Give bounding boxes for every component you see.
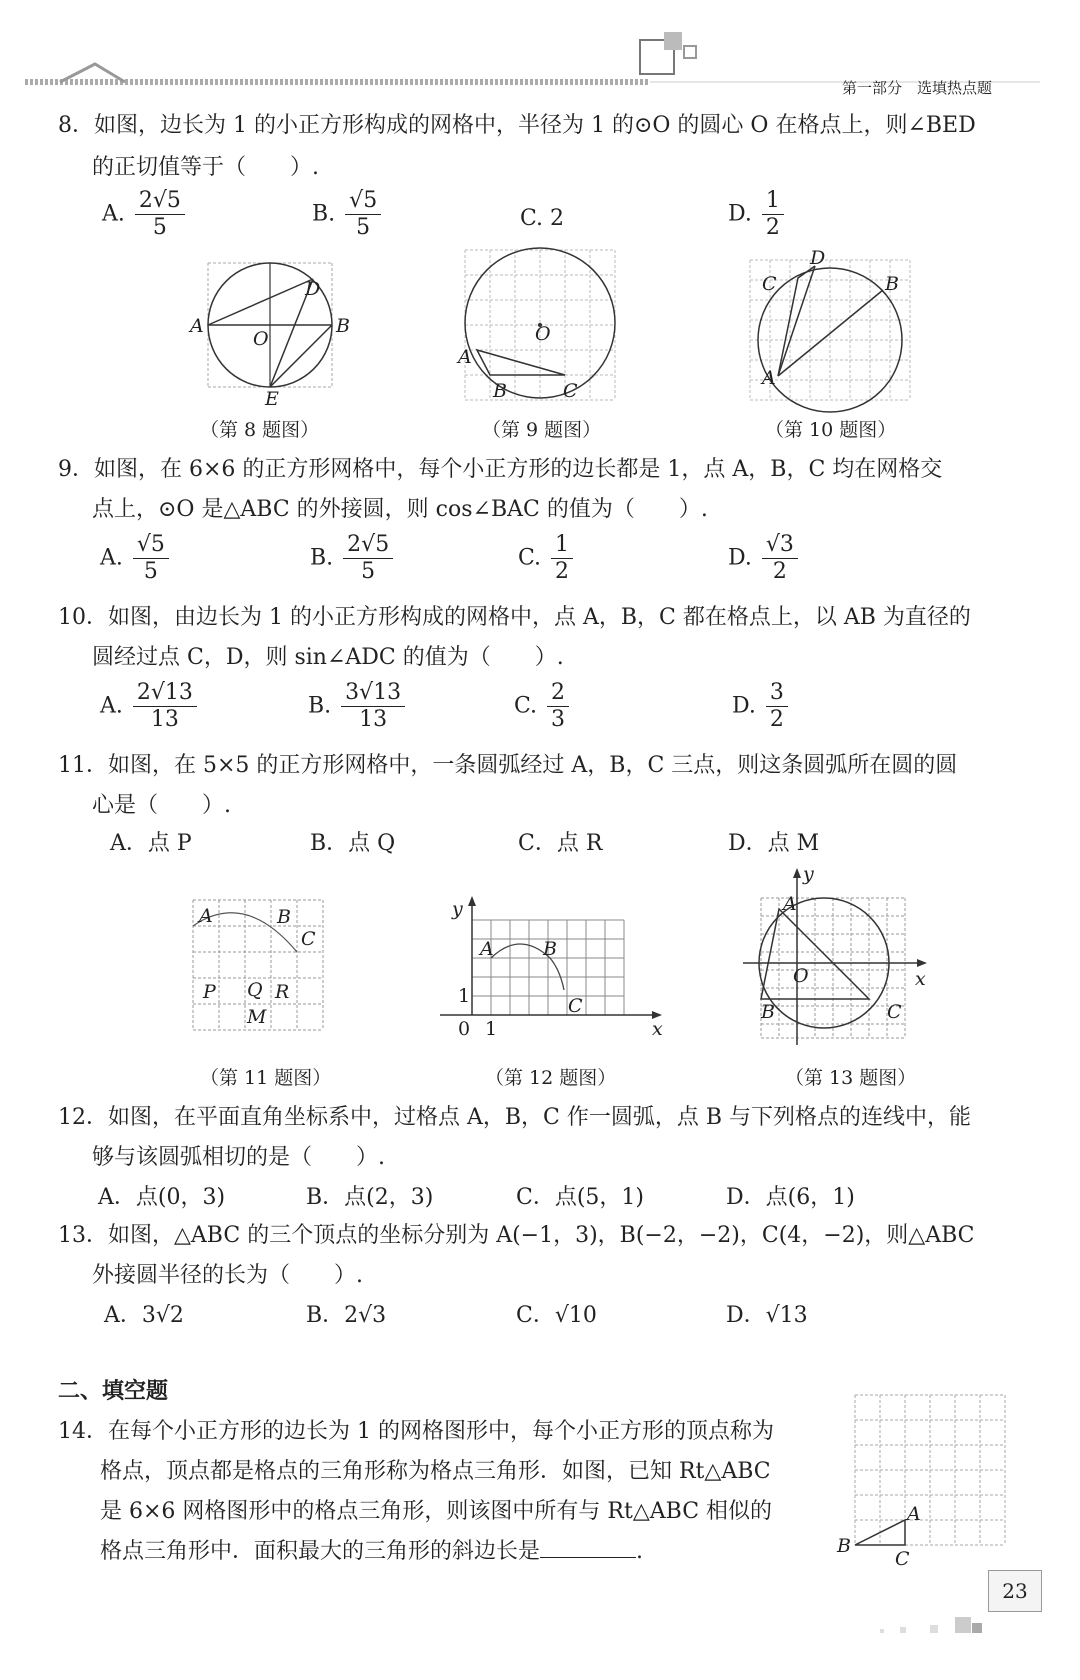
q11-option-d: D．点 M — [728, 831, 820, 856]
q8-option-b: B. $\frac{√5}{5}$ — [312, 188, 381, 241]
figure-11 — [185, 895, 335, 1035]
q8-option-a: A. $\frac{2√5}{5}$ — [102, 188, 185, 241]
q12-option-b: B．点(2，3) — [306, 1185, 434, 1210]
fig8-label-o: O — [253, 328, 269, 350]
fig11-label-p: P — [203, 981, 216, 1003]
fig13-label-a: A — [783, 893, 797, 915]
fig13-label-y: y — [803, 863, 814, 885]
footer-decoration — [860, 1615, 1040, 1655]
q13-text-line2: 外接圆半径的长为（ ）. — [92, 1263, 363, 1288]
fig12-label-c: C — [568, 995, 583, 1017]
fig11-label-q: Q — [247, 979, 263, 1001]
fig9-label-c: C — [563, 380, 578, 402]
q9-option-d: D. $\frac{√3}{2}$ — [728, 532, 798, 585]
q10-option-d: D. $\frac{3}{2}$ — [732, 680, 788, 733]
fig13-label-b: B — [761, 1001, 775, 1023]
fig8-label-b: B — [336, 315, 350, 337]
fig11-label-b: B — [277, 906, 291, 928]
fig10-label-a: A — [762, 367, 776, 389]
fig13-label-x: x — [915, 968, 926, 990]
q8-text-line1: 8．如图，边长为 1 的小正方形构成的网格中，半径为 1 的⊙O 的圆心 O 在格点上，则∠BED — [58, 113, 976, 138]
figure-10 — [740, 248, 920, 408]
fig12-label-b: B — [543, 938, 557, 960]
q13-option-c: C．√10 — [516, 1303, 597, 1328]
q8-option-d: D. $\frac{1}{2}$ — [728, 188, 784, 241]
fig12-label-x: x — [652, 1018, 663, 1040]
q12-text-line1: 12．如图，在平面直角坐标系中，过格点 A，B，C 作一圆弧，点 B 与下列格点的连线中，能 — [58, 1105, 972, 1130]
figure-8 — [185, 255, 365, 410]
section-fill-in-title: 二、填空题 — [58, 1379, 169, 1404]
fig11-label-m: M — [247, 1006, 267, 1028]
q12-text-line2: 够与该圆弧相切的是（ ）. — [92, 1145, 385, 1170]
fig11-label-c: C — [301, 928, 316, 950]
q10-text-line1: 10．如图，由边长为 1 的小正方形构成的网格中，点 A，B，C 都在格点上，以 AB 为直径的 — [58, 605, 971, 630]
page-number: 23 — [988, 1570, 1042, 1612]
fig11-label-r: R — [275, 981, 290, 1003]
q8-text-line2: 的正切值等于（ ）. — [92, 155, 319, 180]
fig9-caption: （第 9 题图） — [482, 419, 602, 441]
fig13-label-o: O — [793, 965, 809, 987]
fig12-label-y: y — [452, 898, 463, 920]
fig13-caption: （第 13 题图） — [785, 1067, 917, 1089]
fig12-caption: （第 12 题图） — [485, 1067, 617, 1089]
q10-text-line2: 圆经过点 C，D，则 sin∠ADC 的值为（ ）. — [92, 645, 564, 670]
fig11-label-a: A — [199, 905, 213, 927]
fig11-caption: （第 11 题图） — [200, 1067, 332, 1089]
fig9-label-a: A — [458, 346, 472, 368]
q10-option-b: B. $\frac{3√13}{13}$ — [308, 680, 405, 733]
q14-answer-blank[interactable] — [540, 1557, 636, 1558]
q9-option-a: A. $\frac{√5}{5}$ — [100, 532, 169, 585]
fig12-label-a: A — [480, 938, 494, 960]
fig8-label-a: A — [190, 315, 204, 337]
q13-option-d: D．√13 — [726, 1303, 808, 1328]
fig8-caption: （第 8 题图） — [200, 419, 320, 441]
figure-14 — [835, 1390, 1015, 1570]
q14-text-line4: 格点三角形中．面积最大的三角形的斜边长是 . — [100, 1539, 644, 1564]
q10-option-c: C. $\frac{2}{3}$ — [514, 680, 569, 733]
q13-option-a: A．3√2 — [104, 1303, 184, 1328]
q11-text-line2: 心是（ ）. — [92, 793, 231, 818]
q11-text-line1: 11．如图，在 5×5 的正方形网格中，一条圆弧经过 A，B，C 三点，则这条圆弧所在圆的圆 — [58, 753, 958, 778]
q12-option-c: C．点(5，1) — [516, 1185, 644, 1210]
q10-option-a: A. $\frac{2√13}{13}$ — [100, 680, 197, 733]
fig14-label-b: B — [837, 1535, 851, 1557]
fig9-label-o: O — [535, 323, 551, 345]
q14-text-line2: 格点，顶点都是格点的三角形称为格点三角形．如图，已知 Rt△ABC — [100, 1459, 771, 1484]
q12-option-a: A．点(0，3) — [98, 1185, 226, 1210]
q13-text-line1: 13．如图，△ABC 的三个顶点的坐标分别为 A(−1，3)，B(−2，−2)，C(4，−2)，则△ABC — [58, 1223, 975, 1248]
q13-option-b: B．2√3 — [306, 1303, 387, 1328]
q8-option-c: C. 2 — [520, 206, 565, 231]
fig14-label-a: A — [907, 1503, 921, 1525]
fig8-label-d: D — [305, 278, 321, 300]
fig10-label-b: B — [885, 273, 899, 295]
figure-13 — [735, 860, 935, 1050]
q9-text-line1: 9．如图，在 6×6 的正方形网格中，每个小正方形的边长都是 1，点 A，B，C 均在网格交 — [58, 457, 943, 482]
fig9-label-b: B — [493, 380, 507, 402]
q14-text-line1: 14．在每个小正方形的边长为 1 的网格图形中，每个小正方形的顶点称为 — [58, 1419, 774, 1444]
q12-option-d: D．点(6，1) — [726, 1185, 855, 1210]
figure-12 — [440, 890, 680, 1040]
q9-text-line2: 点上，⊙O 是△ABC 的外接圆，则 cos∠BAC 的值为（ ）. — [92, 497, 708, 522]
fig10-label-c: C — [762, 273, 777, 295]
fig12-label-one-y: 1 — [458, 985, 471, 1007]
header-section-title: 第一部分 选填热点题 — [842, 79, 993, 97]
fig8-label-e: E — [265, 388, 279, 410]
fig12-label-one-x: 1 — [485, 1018, 498, 1040]
fig14-label-c: C — [895, 1548, 910, 1570]
q14-text-line3: 是 6×6 网格图形中的格点三角形，则该图中所有与 Rt△ABC 相似的 — [100, 1499, 773, 1524]
fig10-caption: （第 10 题图） — [765, 419, 897, 441]
q11-option-b: B．点 Q — [310, 831, 396, 856]
q9-option-b: B. $\frac{2√5}{5}$ — [310, 532, 393, 585]
fig13-label-c: C — [887, 1001, 902, 1023]
fig12-label-zero: 0 — [458, 1018, 471, 1040]
figure-9 — [455, 245, 635, 405]
fig10-label-d: D — [810, 247, 826, 269]
q11-option-c: C．点 R — [518, 831, 603, 856]
q11-option-a: A．点 P — [110, 831, 192, 856]
q9-option-c: C. $\frac{1}{2}$ — [518, 532, 573, 585]
